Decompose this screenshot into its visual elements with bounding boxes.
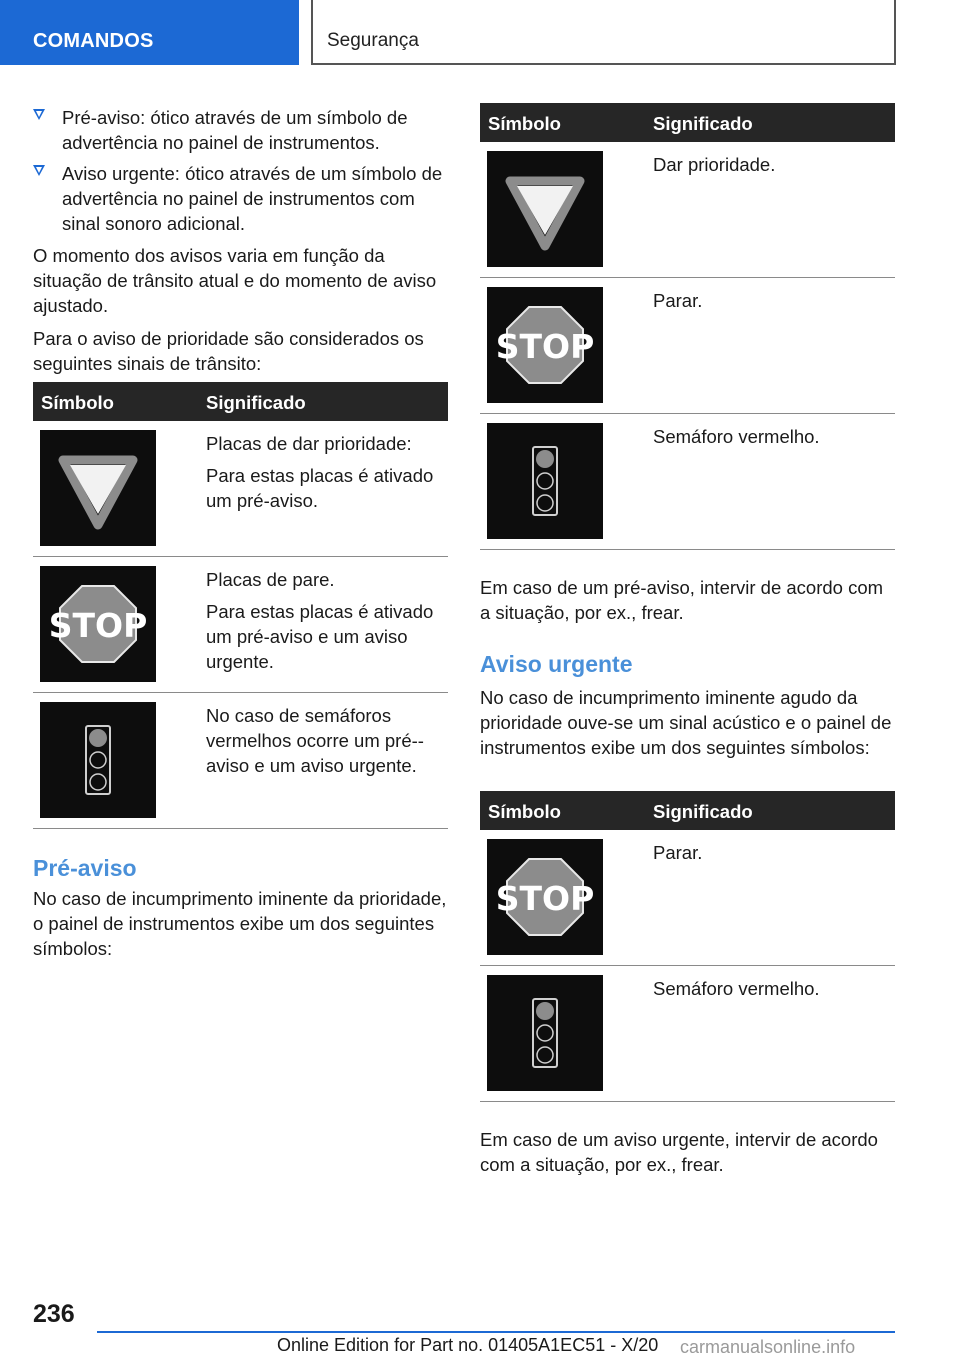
yield-sign-icon <box>487 151 603 267</box>
footer-divider <box>97 1331 895 1333</box>
bullet-item <box>33 161 448 236</box>
table-header <box>480 791 895 830</box>
header-symbol: Símbolo <box>41 392 114 413</box>
description-line: Para estas placas é ativado um pré-aviso. <box>206 465 434 511</box>
description-line: Parar. <box>653 290 703 311</box>
row-description <box>653 840 893 872</box>
table-row <box>33 421 448 557</box>
chapter-title: Segurança <box>327 30 419 51</box>
paragraph: No caso de incumprimento iminente agudo da prioridade ouve-se um sinal acústico e o painel de instrumentos exibe um dos seguintes símbolos: <box>480 687 892 758</box>
table-row <box>480 830 895 966</box>
bullet-item <box>33 105 448 155</box>
traffic-light-icon <box>40 702 156 818</box>
header-meaning: Significado <box>653 113 753 134</box>
bullet-text: Pré-aviso: ótico através de um símbolo de advertência no painel de instrumentos. <box>62 107 408 153</box>
row-description <box>206 567 446 681</box>
description-line: No caso de semáforos vermelhos ocorre um pré--aviso e um aviso urgente. <box>206 705 424 776</box>
table-header <box>33 382 448 421</box>
header-symbol: Símbolo <box>488 801 561 822</box>
table-row <box>480 414 895 550</box>
stop-sign-text: STOP <box>495 327 595 366</box>
description-line: Placas de dar prioridade: <box>206 433 412 454</box>
row-description <box>653 424 893 456</box>
chapter-tab <box>311 0 896 65</box>
section-tab <box>0 0 299 65</box>
stop-sign-icon <box>40 566 156 682</box>
bullet-text: Aviso urgente: ótico através de um símbolo de advertência no painel de instrumentos com sinal sonoro adicional. <box>62 163 443 234</box>
section-heading: Pré-aviso <box>33 855 137 881</box>
traffic-light-icon <box>487 975 603 1091</box>
preaviso-table <box>480 103 895 550</box>
traffic-light-icon <box>487 423 603 539</box>
row-description <box>206 703 446 785</box>
header-symbol: Símbolo <box>488 113 561 134</box>
bullet-triangle-icon <box>33 109 45 120</box>
stop-sign-icon <box>487 287 603 403</box>
table-row <box>480 278 895 414</box>
description-line: Semáforo vermelho. <box>653 426 820 447</box>
urgente-table <box>480 791 895 1102</box>
section-title: COMANDOS <box>33 30 154 52</box>
section-heading: Aviso urgente <box>480 651 633 677</box>
row-description <box>653 152 893 184</box>
table-row <box>480 142 895 278</box>
table-header <box>480 103 895 142</box>
row-description <box>653 976 893 1008</box>
description-line: Semáforo vermelho. <box>653 978 820 999</box>
paragraph: Para o aviso de prioridade são considerados os seguintes sinais de trânsito: <box>33 328 424 374</box>
header-meaning: Significado <box>653 801 753 822</box>
row-description <box>653 288 893 320</box>
signs-table <box>33 382 448 829</box>
description-line: Dar prioridade. <box>653 154 776 175</box>
paragraph: Em caso de um pré-aviso, intervir de acordo com a situação, por ex., frear. <box>480 577 884 623</box>
description-line: Placas de pare. <box>206 569 335 590</box>
page-number: 236 <box>33 1300 75 1328</box>
stop-sign-text: STOP <box>48 606 148 645</box>
stop-sign-text: STOP <box>495 879 595 918</box>
description-line: Parar. <box>653 842 703 863</box>
table-row <box>33 693 448 829</box>
bullet-triangle-icon <box>33 165 45 176</box>
yield-sign-icon <box>40 430 156 546</box>
table-row <box>33 557 448 693</box>
table-row <box>480 966 895 1102</box>
paragraph: No caso de incumprimento iminente da prioridade, o painel de instrumentos exibe um dos seguintes símbolos: <box>33 888 447 959</box>
paragraph: O momento dos avisos varia em função da situação de trânsito atual e do momento de aviso ajustado. <box>33 245 437 316</box>
watermark: carmanualsonline.info <box>680 1337 856 1357</box>
edition-text: Online Edition for Part no. 01405A1EC51 - X/20 <box>277 1335 659 1355</box>
row-description <box>206 431 446 520</box>
header-meaning: Significado <box>206 392 306 413</box>
stop-sign-icon <box>487 839 603 955</box>
description-line: Para estas placas é ativado um pré-aviso e um aviso urgente. <box>206 601 434 672</box>
paragraph: Em caso de um aviso urgente, intervir de acordo com a situação, por ex., frear. <box>480 1129 878 1175</box>
